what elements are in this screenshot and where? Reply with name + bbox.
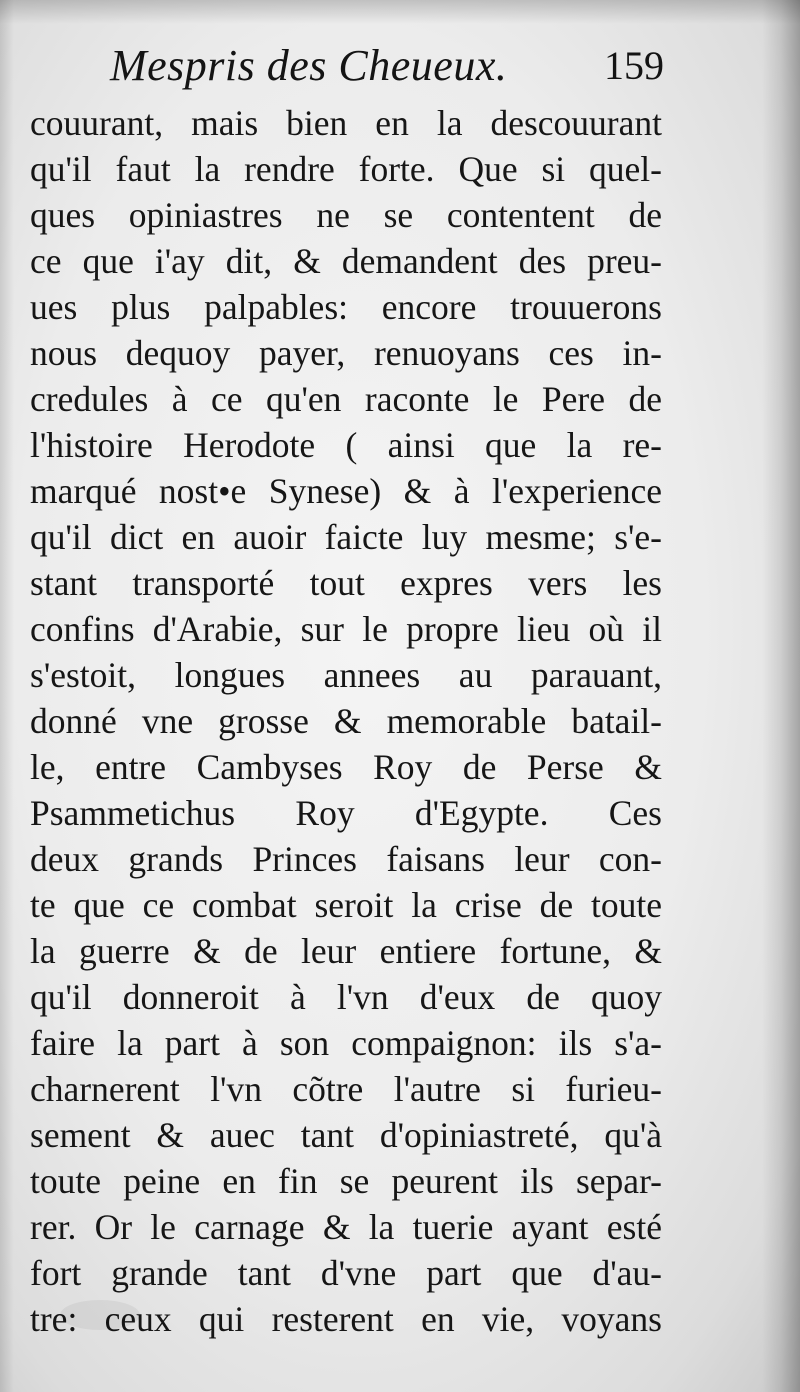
text-line: ce que i'ay dit, & demandent des preu- [30,241,662,281]
text-line: toute peine en fin se peurent ils separ- [30,1161,662,1201]
text-line: la guerre & de leur entiere fortune, & [30,931,662,971]
text-line: sement & auec tant d'opiniastreté, qu'à [30,1115,662,1155]
text-line: nous dequoy payer, renuoyans ces in- [30,333,662,373]
page-shadow-left [0,0,14,1392]
page-shadow-top [0,0,800,24]
text-line: couurant, mais bien en la descouurant [30,103,662,143]
text-line: rer. Or le carnage & la tuerie ayant esté [30,1207,662,1247]
text-line: Psammetichus Roy d'Egypte. Ces [30,793,662,833]
text-line: marqué nost•e Synese) & à l'experience [30,471,662,511]
text-line: le, entre Cambyses Roy de Perse & [30,747,662,787]
text-line: qu'il donneroit à l'vn d'eux de quoy [30,977,662,1017]
text-line: te que ce combat seroit la crise de toute [30,885,662,925]
text-line: donné vne grosse & memorable batail- [30,701,662,741]
text-line: qu'il dict en auoir faicte luy mesme; s'e- [30,517,662,557]
text-line: ques opiniastres ne se contentent de [30,195,662,235]
body-text [30,100,670,1342]
text-line: deux grands Princes faisans leur con- [30,839,662,879]
text-line: s'estoit, longues annees au parauant, [30,655,662,695]
text-line: tre: ceux qui resterent en vie, voyans [30,1299,662,1339]
running-title: Mespris des Cheueux. [110,41,508,90]
text-line: l'histoire Herodote ( ainsi que la re- [30,425,662,465]
text-line: confins d'Arabie, sur le propre lieu où il [30,609,662,649]
text-line: charnerent l'vn cõtre l'autre si furieu- [30,1069,662,1109]
page-number: 159 [604,43,664,88]
text-line: qu'il faut la rendre forte. Que si quel- [30,149,662,189]
text-line: faire la part à son compaignon: ils s'a- [30,1023,662,1063]
ink-smudge [60,1300,140,1330]
text-line: credules à ce qu'en raconte le Pere de [30,379,662,419]
text-line: fort grande tant d'vne part que d'au- [30,1253,662,1293]
text-line: stant transporté tout expres vers les [30,563,662,603]
page-gutter-shadow [762,0,800,1392]
text-line: ues plus palpables: encore trouuerons [30,287,662,327]
running-head [110,34,670,98]
